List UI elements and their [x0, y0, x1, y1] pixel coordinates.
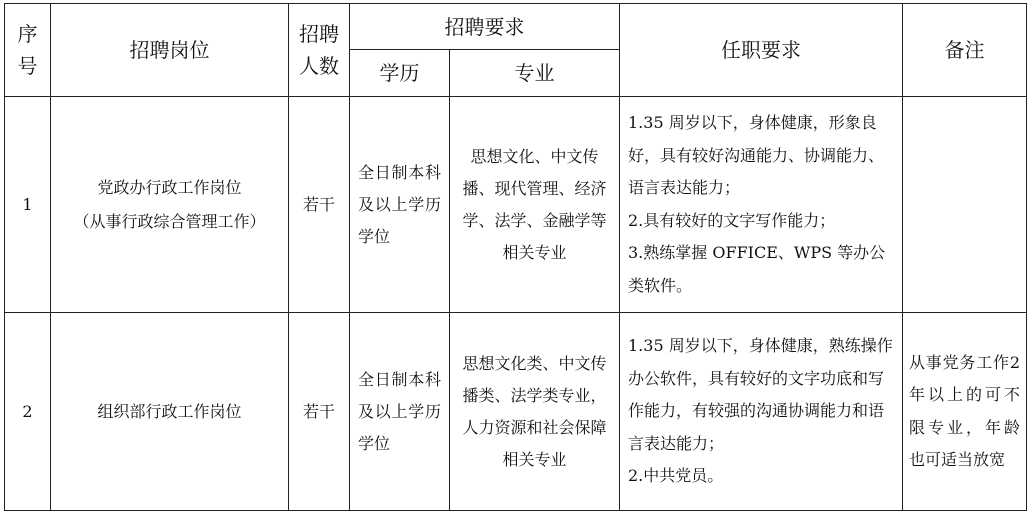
row-seq-value: 1	[22, 194, 33, 214]
row-duties	[620, 313, 903, 511]
recruitment-table	[4, 3, 1027, 511]
header-row-top	[5, 4, 1027, 50]
header-major	[450, 50, 620, 97]
row-count	[289, 97, 350, 313]
header-count-label: 招聘人数	[299, 22, 339, 78]
row-education-value: 全日制本科及以上学历学位	[358, 162, 441, 246]
row-count	[289, 313, 350, 511]
duty-item: 2.中共党员。	[628, 466, 724, 486]
duty-item: 1.35 周岁以下，身体健康，熟练操作办公软件，具有较好的文字功底和写作能力，有较强的沟通协调能力和语言表达能力；	[628, 336, 893, 453]
row-position	[51, 97, 289, 313]
row-seq	[5, 313, 51, 511]
row-position-title: 党政办行政工作岗位	[97, 177, 242, 197]
header-major-label: 专业	[514, 61, 555, 85]
row-major-value: 思想文化类、中文传播类、法学类专业，人力资源和社会保障相关专业	[462, 353, 607, 469]
row-education	[350, 97, 450, 313]
header-education	[350, 50, 450, 97]
header-duties-label: 任职要求	[721, 38, 801, 62]
header-seq-label: 序号	[17, 22, 38, 78]
row-count-value: 若干	[302, 401, 335, 421]
duty-item: 2.具有较好的文字写作能力；	[628, 210, 836, 230]
row-remarks-value: 从事党务工作2年以上的可不限专业，年龄也可适当放宽	[909, 352, 1020, 469]
header-requirements	[350, 4, 620, 50]
row-major-value: 思想文化、中文传播、现代管理、经济学、法学、金融学等相关专业	[462, 146, 607, 262]
row-education	[350, 313, 450, 511]
header-remarks-label: 备注	[944, 38, 985, 62]
header-seq	[5, 4, 51, 97]
row-position-subtitle: （从事行政综合管理工作）	[73, 211, 266, 231]
duty-item: 3.熟练掌握 OFFICE、WPS 等办公类软件。	[628, 243, 886, 295]
row-position-title: 组织部行政工作岗位	[97, 401, 242, 421]
row-remarks	[903, 97, 1027, 313]
row-major	[450, 97, 620, 313]
header-position	[51, 4, 289, 97]
header-duties	[620, 4, 903, 97]
row-education-value: 全日制本科及以上学历学位	[358, 369, 441, 453]
duty-item: 1.35 周岁以下，身体健康，形象良好，具有较好沟通能力、协调能力、语言表达能力；	[628, 113, 885, 197]
table-row	[5, 313, 1027, 511]
row-seq	[5, 97, 51, 313]
header-requirements-label: 招聘要求	[444, 14, 525, 39]
table-row	[5, 97, 1027, 313]
row-count-value: 若干	[302, 194, 335, 214]
row-remarks	[903, 313, 1027, 511]
header-position-label: 招聘岗位	[129, 38, 210, 62]
row-major	[450, 313, 620, 511]
row-seq-value: 2	[22, 401, 33, 421]
row-duties	[620, 97, 903, 313]
row-position	[51, 313, 289, 511]
header-education-label: 学历	[379, 61, 420, 85]
header-count	[289, 4, 350, 97]
header-remarks	[903, 4, 1027, 97]
